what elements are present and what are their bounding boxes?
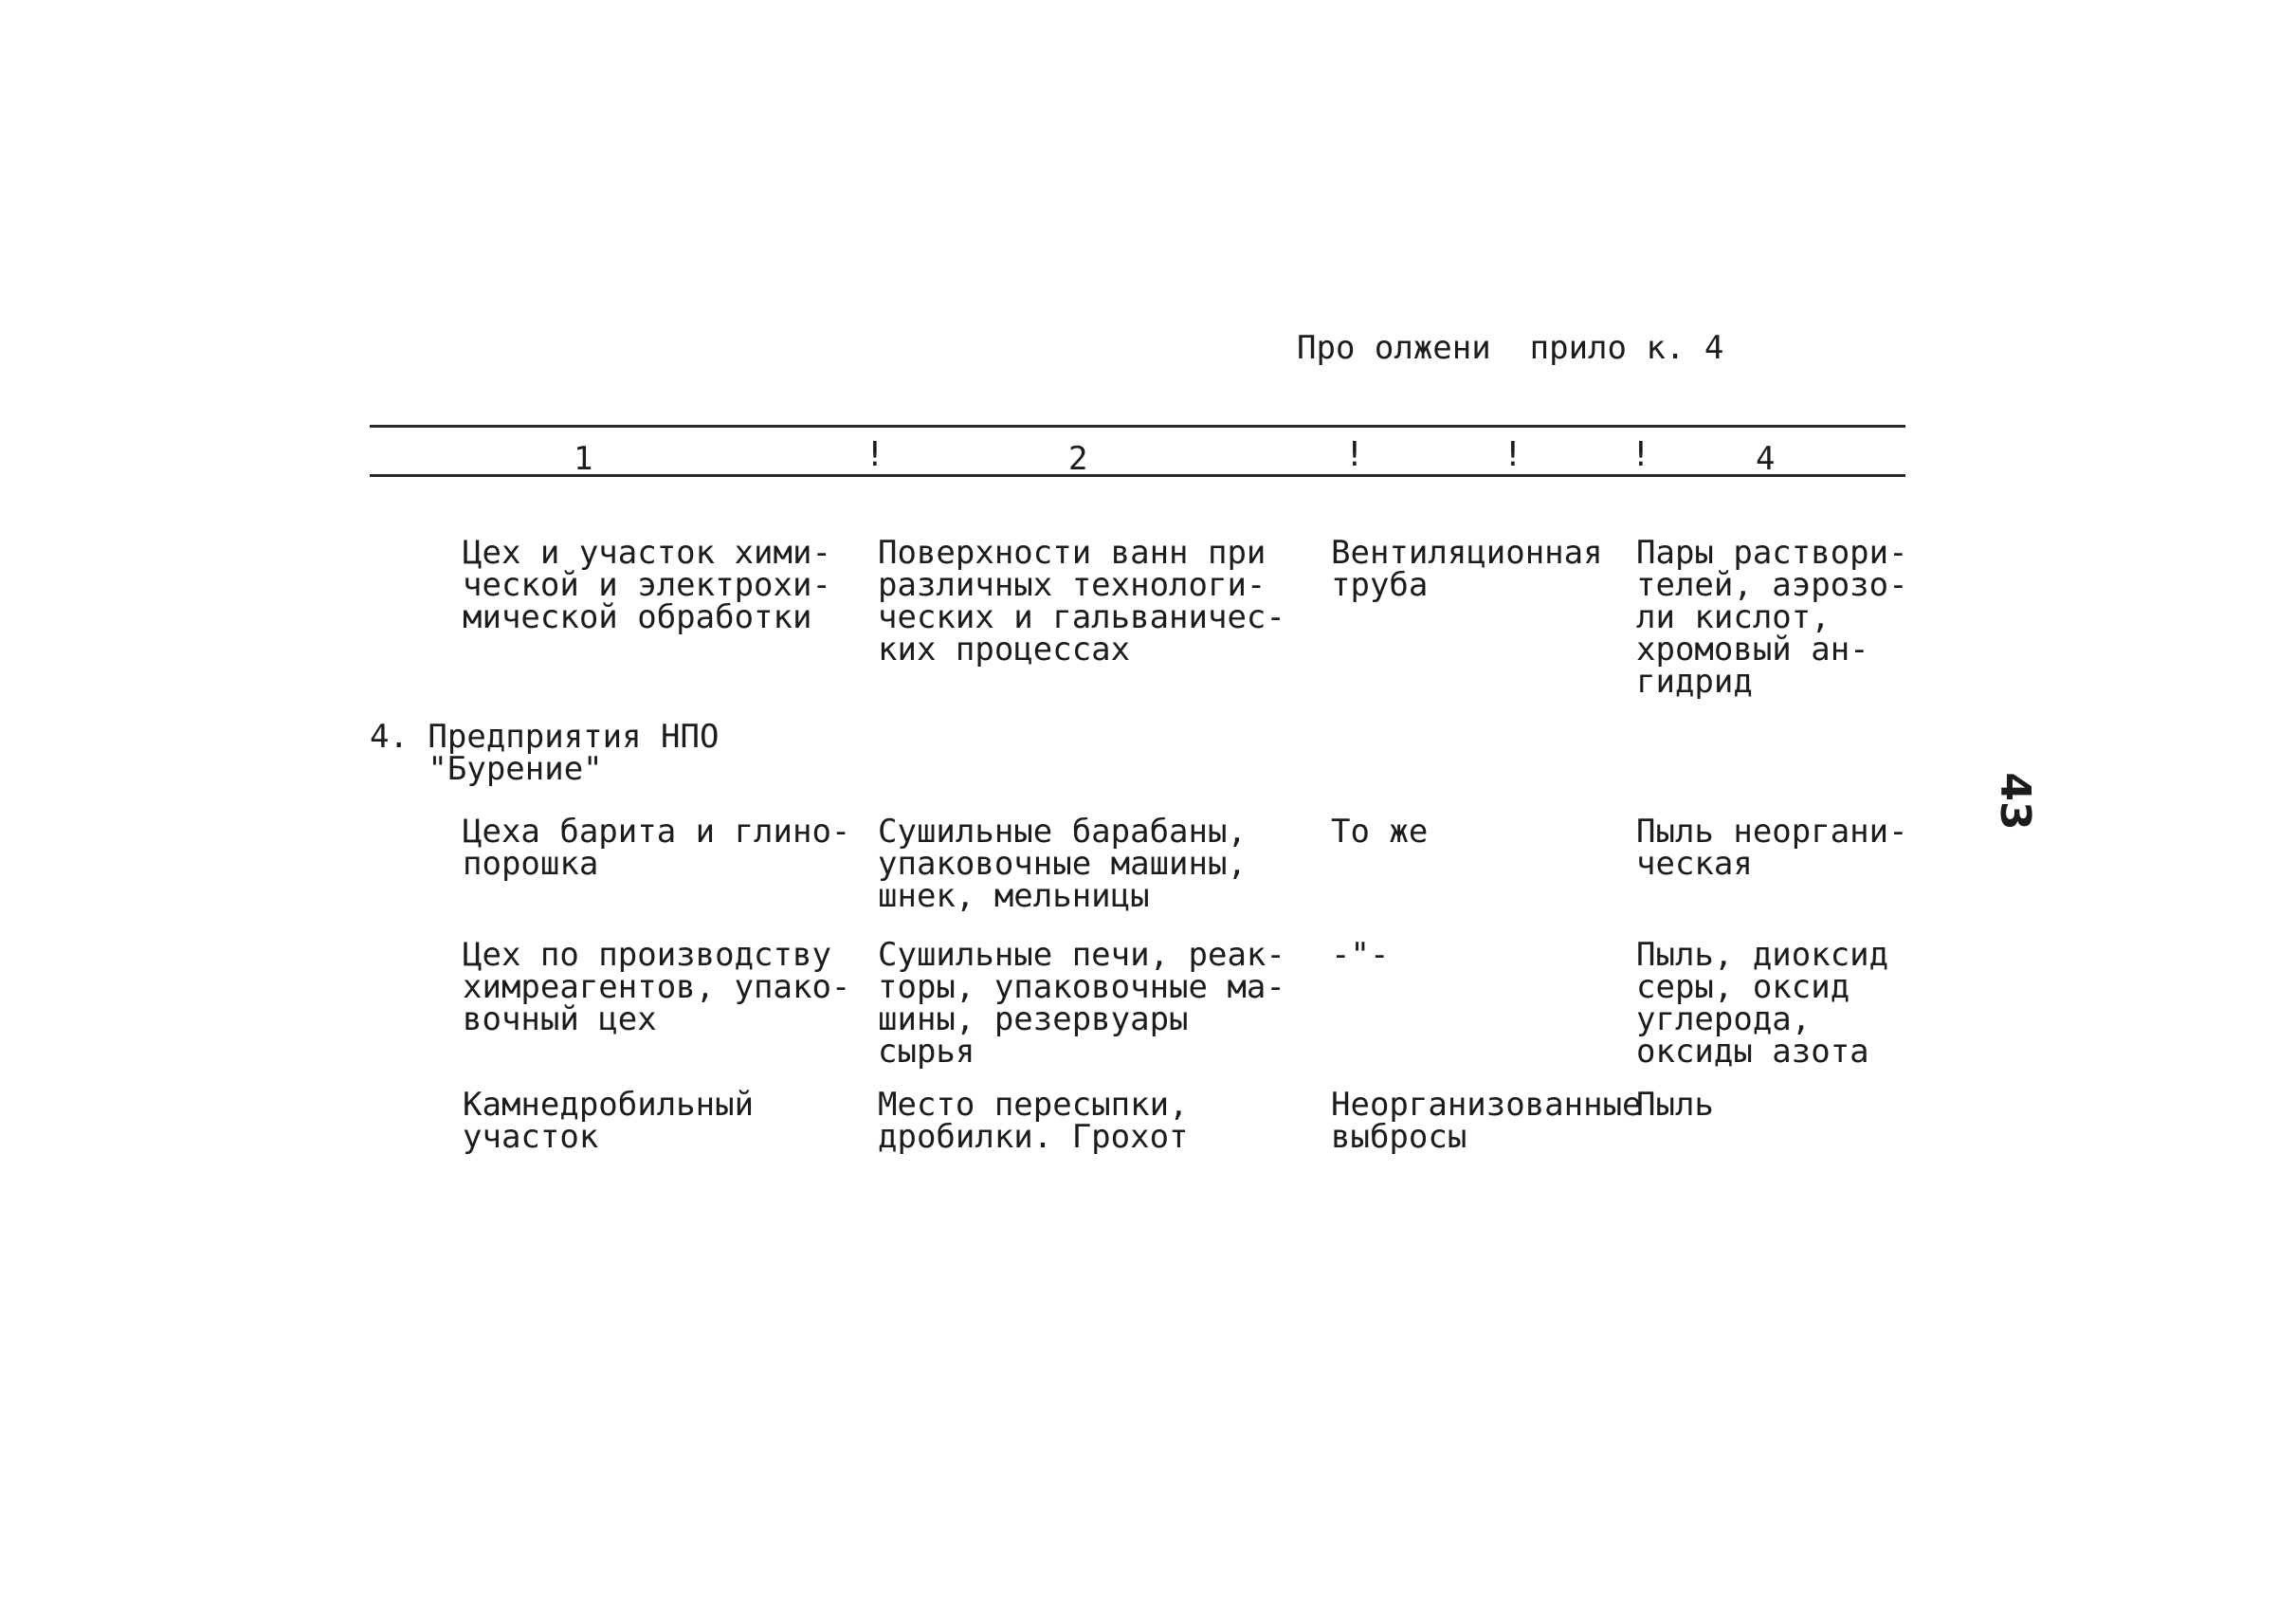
row3-emission-type: -"-: [1331, 936, 1390, 974]
row2-emission-type: То же: [1331, 813, 1429, 851]
row2-workshop: Цеха барита и глино- порошка: [463, 813, 851, 883]
column-header-1: 1: [574, 440, 593, 478]
row1-source: Поверхности ванн при различных технологи- ческих и гальваничес- ких процессах: [878, 534, 1285, 669]
row4-workshop: Камнедробильный участок: [463, 1086, 755, 1156]
page-number: 43: [1991, 772, 2039, 831]
row3-pollutants: Пыль, диоксид серы, оксид углерода, оксиды азота: [1636, 936, 1889, 1071]
row2-pollutants: Пыль неоргани- ческая: [1636, 813, 1908, 883]
table-top-rule: [370, 425, 1905, 428]
column-separator: !: [1631, 435, 1651, 474]
row1-pollutants: Пары раствори- телей, аэрозо- ли кислот, хромовый ан- гидрид: [1636, 534, 1908, 701]
continuation-caption: Про олжени прило к. 4: [1297, 329, 1724, 367]
row2-source: Сушильные барабаны, упаковочные машины, шнек, мельницы: [878, 813, 1247, 915]
column-separator: !: [1344, 435, 1365, 474]
table-header-rule: [370, 474, 1905, 477]
column-header-2: 2: [1068, 440, 1088, 478]
row1-emission-type: Вентиляционная труба: [1331, 534, 1603, 604]
column-separator: !: [865, 435, 885, 474]
row1-workshop: Цех и участок хими- ческой и электрохи- мической обработки: [463, 534, 831, 636]
row3-workshop: Цех по производству химреагентов, упако- вочный цех: [463, 936, 851, 1038]
row3-source: Сушильные печи, реак- торы, упаковочные ма- шины, резервуары сырья: [878, 936, 1285, 1071]
row4-emission-type: Неорганизованные выбросы: [1331, 1086, 1642, 1156]
column-header-4: 4: [1756, 440, 1776, 478]
column-separator: !: [1503, 435, 1523, 474]
row4-source: Место пересыпки, дробилки. Грохот: [878, 1086, 1189, 1156]
section-heading: 4. Предприятия НПО "Бурение": [370, 718, 720, 788]
row4-pollutants: Пыль: [1636, 1086, 1714, 1124]
